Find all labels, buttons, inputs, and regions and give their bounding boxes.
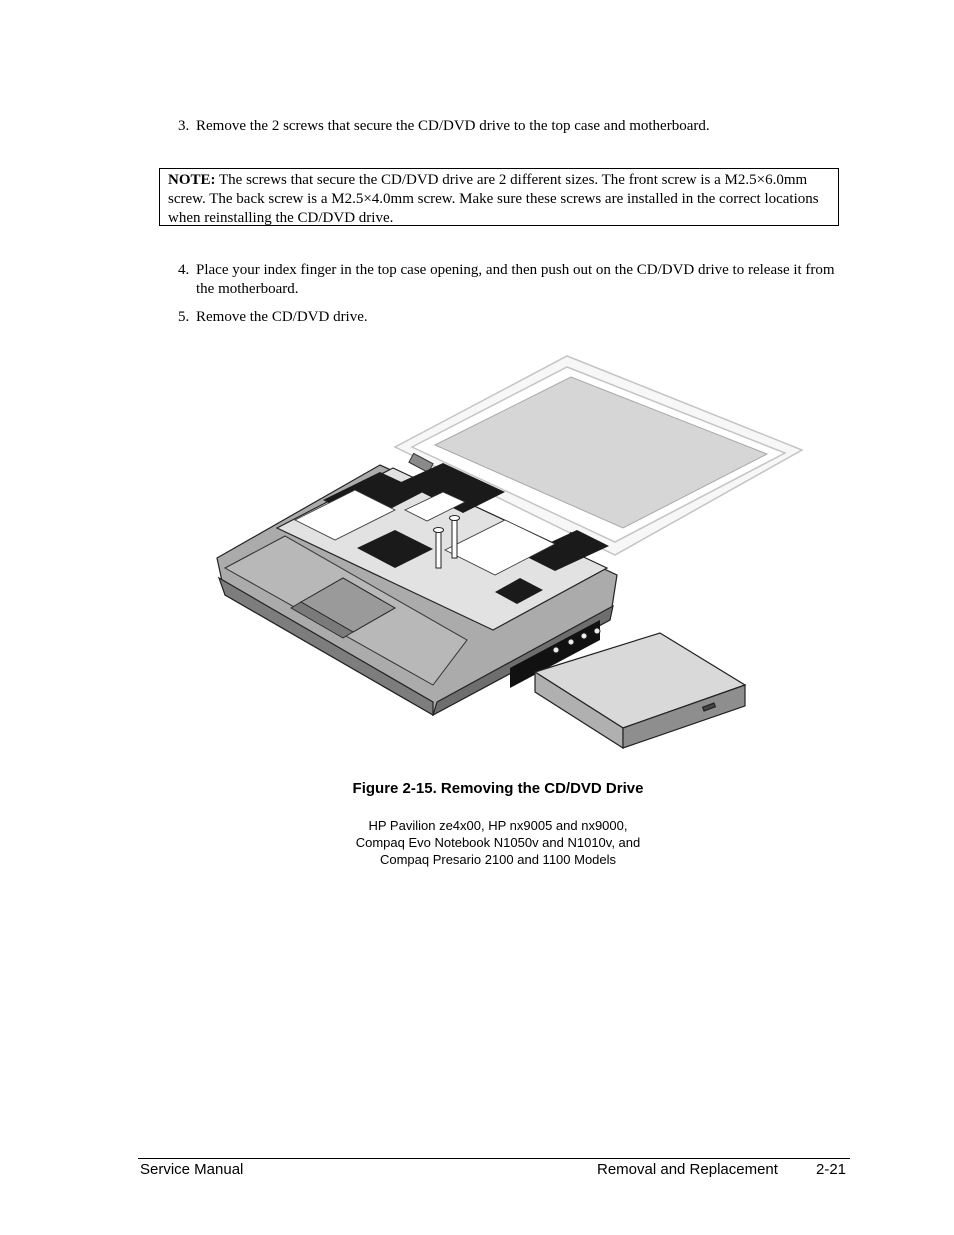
footer-section-title: Removal and Replacement — [597, 1161, 778, 1178]
step-text: Remove the CD/DVD drive. — [196, 309, 368, 325]
cd-dvd-removal-illustration — [205, 350, 810, 760]
step-number: 4. — [178, 262, 190, 278]
models-line: Compaq Evo Notebook N1050v and N1010v, and — [355, 835, 641, 850]
models-line: Compaq Presario 2100 and 1100 Models — [379, 852, 617, 867]
step-number: 5. — [178, 309, 190, 325]
note-box — [159, 168, 839, 226]
figure-models — [198, 817, 798, 868]
note-label: NOTE: — [168, 172, 216, 188]
step-text: Place your index finger in the top case opening, and then push out on the CD/DVD drive to release it from the motherboard. — [196, 262, 835, 297]
footer-rule — [138, 1158, 850, 1159]
step-text: Remove the 2 screws that secure the CD/DVD drive to the top case and motherboard. — [196, 118, 710, 134]
step-number: 3. — [178, 118, 190, 134]
models-line: HP Pavilion ze4x00, HP nx9005 and nx9000, — [368, 818, 628, 833]
footer-page-number: 2-21 — [816, 1161, 847, 1178]
note-text: The screws that secure the CD/DVD drive are 2 different sizes. The front screw is a M2.5×6.0mm screw. The back screw is a M2.5×4.0mm screw. Make sure these screws are installed in the correct locations when reinstalling the CD/DVD drive. — [168, 172, 819, 226]
figure-caption: Figure 2-15. Removing the CD/DVD Drive — [352, 780, 644, 797]
footer-manual-title: Service Manual — [140, 1161, 244, 1178]
